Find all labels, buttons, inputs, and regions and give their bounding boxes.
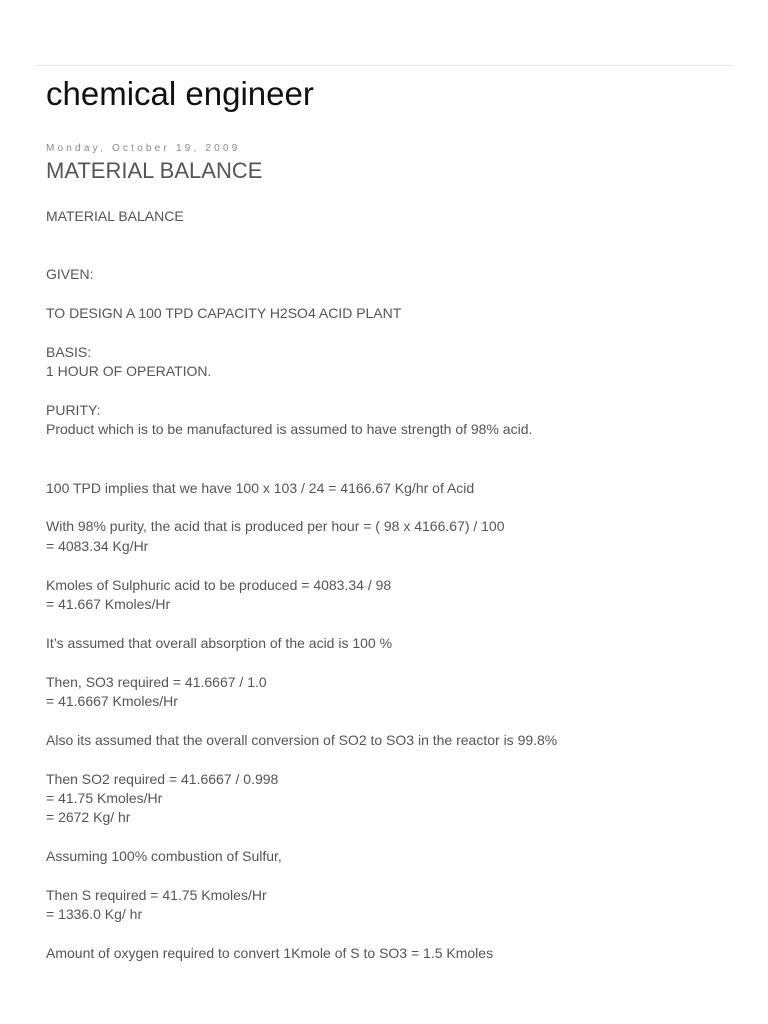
combustion-assumption: Assuming 100% combustion of Sulfur, [46,848,282,865]
body-heading: MATERIAL BALANCE [46,208,184,224]
oxygen-requirement: Amount of oxygen required to convert 1Kmole of S to SO3 = 1.5 Kmoles [46,945,494,962]
kmoles-line-1: Kmoles of Sulphuric acid to be produced = 4083.34 / 98 [46,576,392,593]
given-text: TO DESIGN A 100 TPD CAPACITY H2SO4 ACID PLANT [46,304,402,321]
absorption-assumption: It’s assumed that overall absorption of the acid is 100 % [46,634,393,651]
header-divider [36,65,733,66]
purity-label: PURITY: [46,401,101,418]
purity-calculation-line-1: With 98% purity, the acid that is produced per hour = ( 98 x 4166.67) / 100 [46,518,505,535]
blog-title[interactable]: chemical engineer [46,75,314,112]
so3-line-2: = 41.6667 Kmoles/Hr [46,692,178,709]
purity-calculation-line-2: = 4083.34 Kg/Hr [46,537,149,554]
post-date: Monday, October 19, 2009 [46,143,241,154]
basis-text: 1 HOUR OF OPERATION. [46,363,212,380]
sulfur-line-1: Then S required = 41.75 Kmoles/Hr [46,886,267,903]
conversion-assumption: Also its assumed that the overall conversion of SO2 to SO3 in the reactor is 99.8% [46,731,558,748]
post-body [46,207,726,964]
basis-label: BASIS: [46,343,92,360]
so2-line-3: = 2672 Kg/ hr [46,809,131,826]
purity-text: Product which is to be manufactured is assumed to have strength of 98% acid. [46,421,533,438]
kmoles-line-2: = 41.667 Kmoles/Hr [46,595,171,612]
given-label: GIVEN: [46,266,94,283]
so2-line-1: Then SO2 required = 41.6667 / 0.998 [46,770,279,787]
so2-line-2: = 41.75 Kmoles/Hr [46,789,163,806]
sulfur-line-2: = 1336.0 Kg/ hr [46,906,143,923]
so3-line-1: Then, SO3 required = 41.6667 / 1.0 [46,673,267,690]
tpd-calculation: 100 TPD implies that we have 100 x 103 / 24 = 4166.67 Kg/hr of Acid [46,479,475,496]
post-title[interactable]: MATERIAL BALANCE [46,158,263,183]
